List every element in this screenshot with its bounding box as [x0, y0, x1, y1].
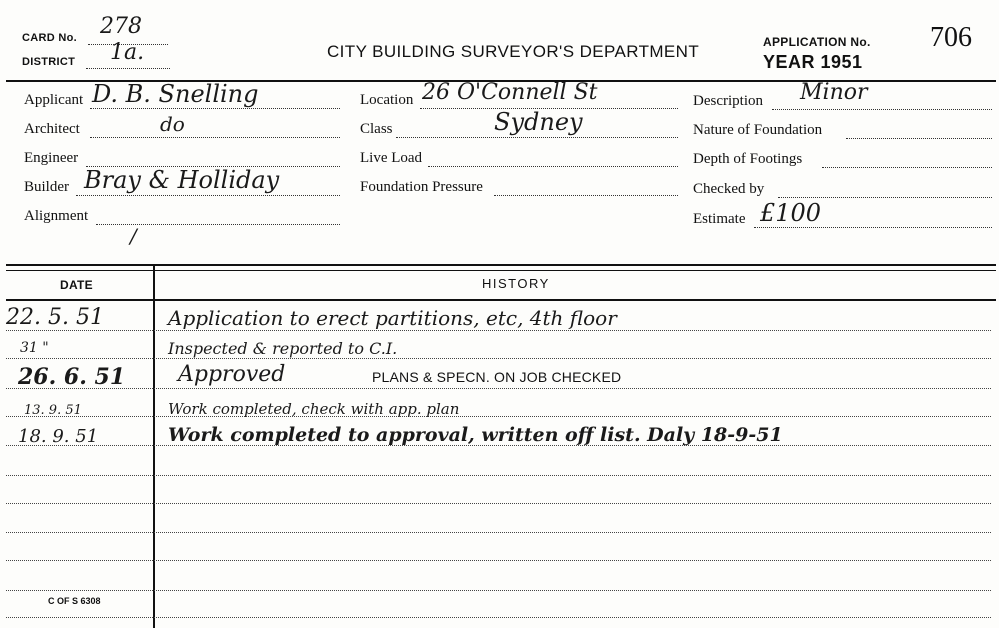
history-text: Work completed to approval, written off list. Daly 18-9-51: [168, 424, 783, 446]
history-rule-line: [6, 560, 991, 561]
history-date: 31 ": [20, 340, 49, 356]
builder-line: [76, 195, 340, 196]
description-label: Description: [693, 93, 763, 109]
alignment-label: Alignment: [24, 208, 89, 224]
history-rule-line: [6, 617, 991, 618]
nature-foundation-label: Nature of Foundation: [693, 122, 823, 138]
engineer-label: Engineer: [24, 150, 79, 166]
estimate-value: £100: [760, 199, 822, 227]
date-header: DATE: [60, 278, 93, 292]
history-header-rule: [6, 299, 996, 301]
applicant-line: [90, 108, 340, 109]
date-column-divider: [153, 266, 155, 628]
district-line: [86, 68, 170, 69]
history-rule-line: [6, 416, 991, 417]
architect-line: [90, 137, 340, 138]
foundation-pressure-line: [494, 195, 678, 196]
history-rule-line: [6, 503, 991, 504]
location-value: 26 O'Connell St: [422, 80, 598, 105]
history-header: HISTORY: [482, 276, 550, 291]
builder-label: Builder: [24, 179, 69, 195]
history-date: 26. 6. 51: [18, 364, 126, 390]
description-value: Minor: [800, 80, 868, 105]
builder-value: Bray & Holliday: [84, 166, 280, 194]
live-load-line: [428, 166, 678, 167]
history-text: Approved: [178, 362, 286, 387]
history-date: 22. 5. 51: [6, 305, 104, 330]
foundation-pressure-label: Foundation Pressure: [360, 179, 483, 195]
applicant-label: Applicant: [24, 92, 84, 108]
history-rule-line: [6, 532, 991, 533]
district-label: DISTRICT: [22, 56, 76, 68]
department-title: CITY BUILDING SURVEYOR'S DEPARTMENT: [327, 42, 700, 61]
architect-label: Architect: [24, 121, 80, 137]
architect-value: do: [160, 112, 185, 136]
history-date: 18. 9. 51: [18, 426, 99, 447]
checked-by-line: [778, 197, 992, 198]
location-label: Location: [360, 92, 414, 108]
depth-footings-line: [822, 167, 992, 168]
application-label: APPLICATION No.: [763, 35, 871, 49]
history-rule-line: [6, 388, 991, 389]
form-code: C OF S 6308: [48, 596, 101, 606]
history-rule-line: [6, 590, 991, 591]
class-value: Sydney: [494, 108, 583, 136]
history-text: Inspected & reported to C.I.: [168, 339, 398, 358]
card-no-label: CARD No.: [22, 32, 77, 44]
history-text: Application to erect partitions, etc, 4th floor: [168, 306, 617, 330]
estimate-label: Estimate: [693, 211, 746, 227]
nature-foundation-line: [846, 138, 992, 139]
applicant-value: D. B. Snelling: [92, 80, 259, 108]
history-date: 13. 9. 51: [24, 403, 82, 418]
year-label: YEAR 1951: [763, 52, 863, 72]
live-load-label: Live Load: [360, 150, 423, 166]
history-rule-line: [6, 475, 991, 476]
history-text: Work completed, check with app. plan: [168, 400, 460, 418]
history-rule-line: [6, 330, 991, 331]
estimate-line: [754, 227, 992, 228]
class-label: Class: [360, 121, 393, 137]
application-number: 706: [930, 22, 972, 53]
alignment-value: /: [130, 224, 137, 248]
history-stamp: PLANS & SPECN. ON JOB CHECKED: [372, 369, 622, 385]
description-line: [772, 109, 992, 110]
alignment-line: [96, 224, 340, 225]
district-value: 1a.: [110, 40, 145, 65]
class-line: [396, 137, 678, 138]
checked-by-label: Checked by: [693, 181, 765, 197]
card-no-value: 278: [100, 14, 142, 39]
depth-footings-label: Depth of Footings: [693, 151, 803, 167]
history-rule-line: [6, 358, 991, 359]
